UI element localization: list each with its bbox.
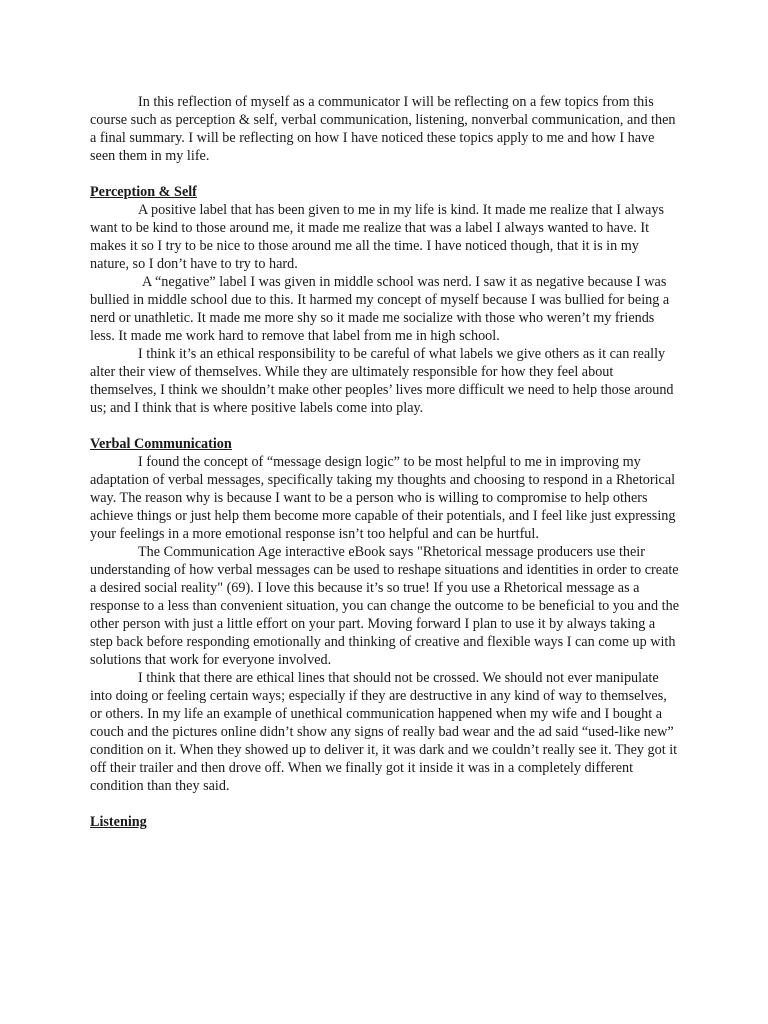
paragraph: The Communication Age interactive eBook says "Rhetorical message producers use their understanding of how verbal messages can be used to reshape situations and identities in order to create a desired social reality" (69). I love this because it’s so true! If you use a Rhetorical message as a response to a less than convenient situation, you can change the outcome to be beneficial to you and the other person with just a little effort on your part. Moving forward I plan to use it by always taking a step back before responding emotionally and thinking of creative and flexible ways I can come up with solutions that work for everyone involved. — [90, 544, 679, 668]
section-heading: Perception & Self — [90, 184, 197, 200]
paragraph: I think it’s an ethical responsibility to be careful of what labels we give others as it can really alter their view of themselves. While they are ultimately responsible for how they feel about themselves, I think we shouldn’t make other peoples’ lives more difficult we need to help those around us; and I think that is where positive labels come into play. — [90, 346, 674, 416]
paragraph: I think that there are ethical lines that should not be crossed. We should not ever manipulate into doing or feeling certain ways; especially if they are destructive in any kind of way to themselves, or others. In my life an example of unethical communication happened when my wife and I bought a couch and the pictures online didn’t show any signs of really bad wear and the ad said “used-like new” condition on it. When they showed up to deliver it, it was dark and we couldn’t really see it. They got it off their trailer and then drove off. When we finally got it inside it was in a completely different condition than they said. — [90, 670, 678, 794]
paragraph: A positive label that has been given to me in my life is kind. It made me realize that I always want to be kind to those around me, it made me realize that was a label I always wanted to have. It makes it so I try to be nice to those around me all the time. I have noticed though, that it is in my nature, so I don’t have to try to hard. — [90, 202, 664, 272]
paragraph: A “negative” label I was given in middle school was nerd. I saw it as negative because I was bullied in middle school due to this. It harmed my concept of myself because I was bullied for being a nerd or unathletic. It made me more shy so it made me socialize with those who weren’t my friends less. It made me work hard to remove that label from me in high school. — [90, 274, 670, 344]
section-verbal-communication — [90, 435, 680, 795]
section-heading: Listening — [90, 814, 147, 830]
document-page — [90, 93, 680, 849]
section-perception-self — [90, 183, 680, 417]
intro-paragraph: In this reflection of myself as a communicator I will be reflecting on a few topics from this course such as perception & self, verbal communication, listening, nonverbal communication, and then a final summary. I will be reflecting on how I have noticed these topics apply to me and how I have seen them in my life. — [90, 94, 676, 164]
paragraph: I found the concept of “message design logic” to be most helpful to me in improving my adaptation of verbal messages, specifically taking my thoughts and choosing to respond in a Rhetorical way. The reason why is because I want to be a person who is willing to compromise to help others achieve things or just help them become more capable of their potentials, and I feel like just expressing your feelings in a more emotional response isn’t too helpful and can be hurtful. — [90, 454, 676, 542]
section-listening — [90, 813, 680, 831]
section-heading: Verbal Communication — [90, 436, 232, 452]
